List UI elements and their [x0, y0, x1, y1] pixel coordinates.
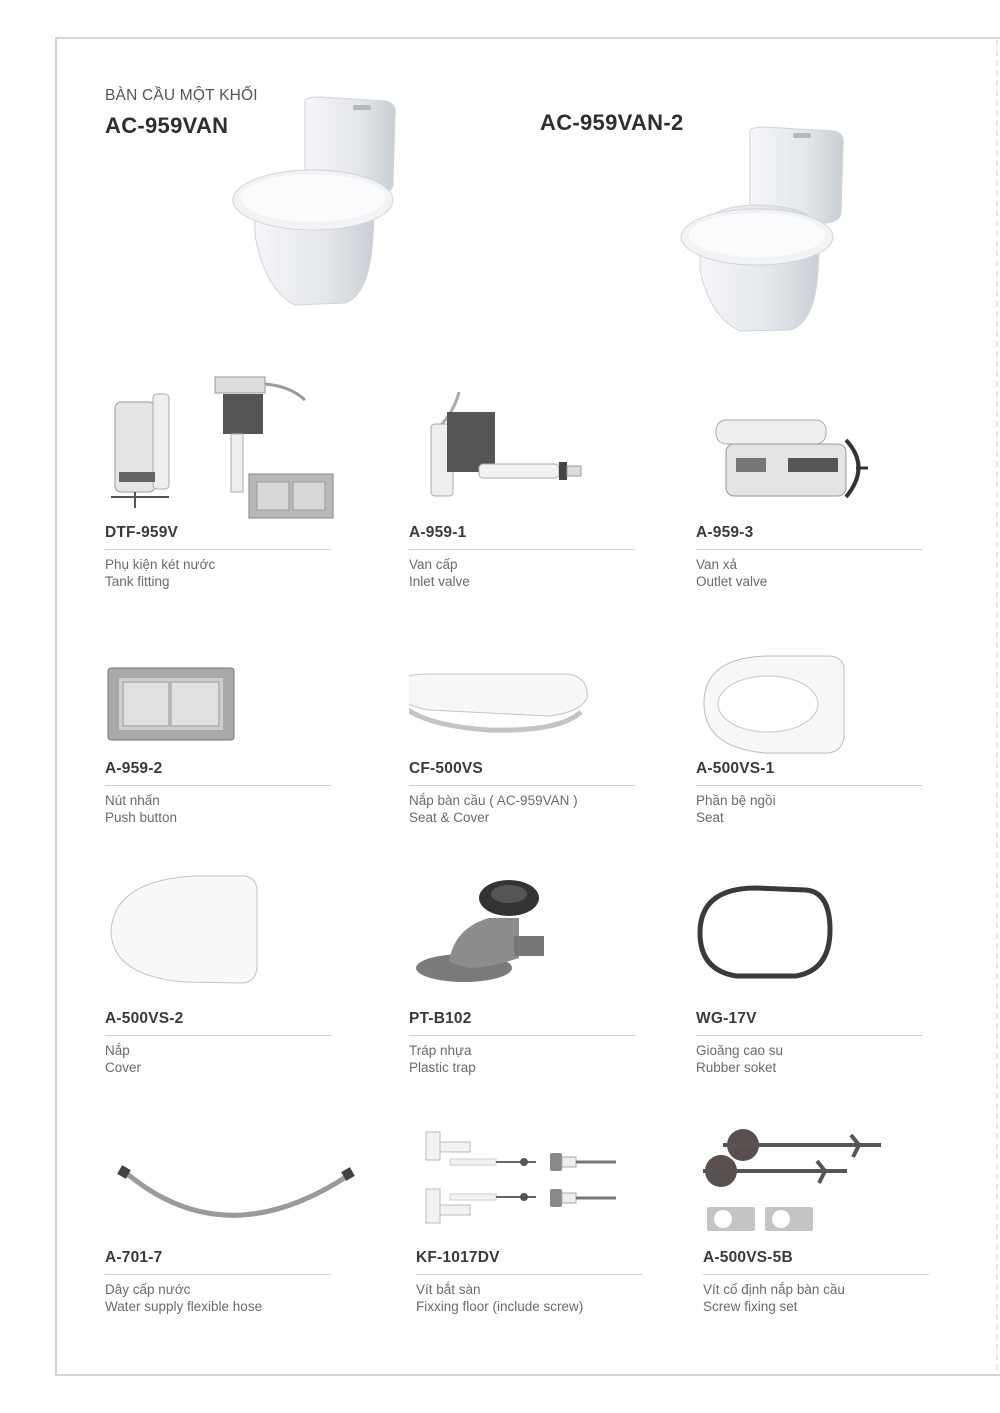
plastic-trap-icon	[409, 858, 639, 1008]
divider	[696, 549, 922, 550]
page-edge-divider	[996, 40, 998, 1370]
part-code: WG-17V	[696, 1010, 757, 1027]
part-name-en: Cover	[105, 1060, 142, 1075]
toilet-ac-959van-image	[225, 95, 400, 310]
cover-icon	[105, 858, 335, 1008]
part-code: A-500VS-2	[105, 1010, 184, 1027]
part-name-vi: Vít bắt sàn	[416, 1282, 481, 1297]
model-title-1: AC-959VAN	[105, 113, 229, 138]
part-name-en: Rubber soket	[696, 1060, 777, 1075]
part-name-en: Push button	[105, 810, 178, 825]
part-name-vi: Nắp bàn cầu ( AC-959VAN )	[409, 793, 578, 808]
part-code: A-500VS-1	[696, 760, 775, 777]
part-name-vi: Dây cấp nước	[105, 1282, 191, 1297]
part-name-en: Tank fitting	[105, 574, 170, 589]
part-code: DTF-959V	[105, 524, 179, 541]
seat-icon	[696, 608, 926, 758]
model-title-2: AC-959VAN-2	[540, 110, 684, 135]
part-name-vi: Vít cố định nắp bàn cầu	[703, 1282, 845, 1297]
inlet-valve-icon	[409, 372, 639, 522]
divider	[696, 785, 922, 786]
part-code: A-500VS-5B	[703, 1249, 793, 1266]
part-name-vi: Phụ kiện két nước	[105, 557, 216, 572]
divider	[409, 785, 635, 786]
part-name-vi: Gioăng cao su	[696, 1043, 784, 1058]
divider	[409, 549, 635, 550]
part-name-vi: Phần bệ ngồi	[696, 793, 776, 808]
tank-fitting-icon	[105, 372, 335, 522]
divider	[105, 1035, 331, 1036]
part-code: CF-500VS	[409, 760, 483, 777]
divider	[696, 1035, 922, 1036]
flexible-hose-icon	[105, 1097, 355, 1247]
part-name-en: Outlet valve	[696, 574, 768, 589]
part-name-en: Water supply flexible hose	[105, 1299, 263, 1314]
part-code: A-959-3	[696, 524, 754, 541]
part-name-en: Seat & Cover	[409, 810, 490, 825]
part-name-en: Seat	[696, 810, 724, 825]
part-name-en: Fixxing floor (include screw)	[416, 1299, 584, 1314]
part-name-en: Inlet valve	[409, 574, 470, 589]
category-label: BÀN CẦU MỘT KHỐI	[105, 87, 258, 104]
toilet-ac-959van-2-image	[675, 125, 850, 335]
part-name-vi: Nắp	[105, 1043, 130, 1058]
push-button-icon	[105, 608, 335, 758]
part-name-vi: Nút nhấn	[105, 793, 160, 808]
divider	[105, 785, 331, 786]
divider	[703, 1274, 929, 1275]
part-code: KF-1017DV	[416, 1249, 500, 1266]
divider	[409, 1035, 635, 1036]
divider	[416, 1274, 642, 1275]
part-name-en: Screw fixing set	[703, 1299, 798, 1314]
part-code: A-701-7	[105, 1249, 163, 1266]
divider	[105, 1274, 331, 1275]
divider	[105, 549, 331, 550]
part-code: A-959-2	[105, 760, 163, 777]
part-code: PT-B102	[409, 1010, 472, 1027]
part-name-vi: Tráp nhựa	[409, 1043, 472, 1058]
rubber-gasket-icon	[696, 858, 926, 1008]
part-name-vi: Van xả	[696, 557, 738, 572]
part-code: A-959-1	[409, 524, 467, 541]
screw-set-icon	[703, 1097, 933, 1247]
floor-screw-icon	[416, 1097, 646, 1247]
part-name-vi: Van cấp	[409, 557, 458, 572]
outlet-valve-icon	[696, 372, 926, 522]
part-name-en: Plastic trap	[409, 1060, 476, 1075]
seat-cover-icon	[409, 608, 639, 758]
